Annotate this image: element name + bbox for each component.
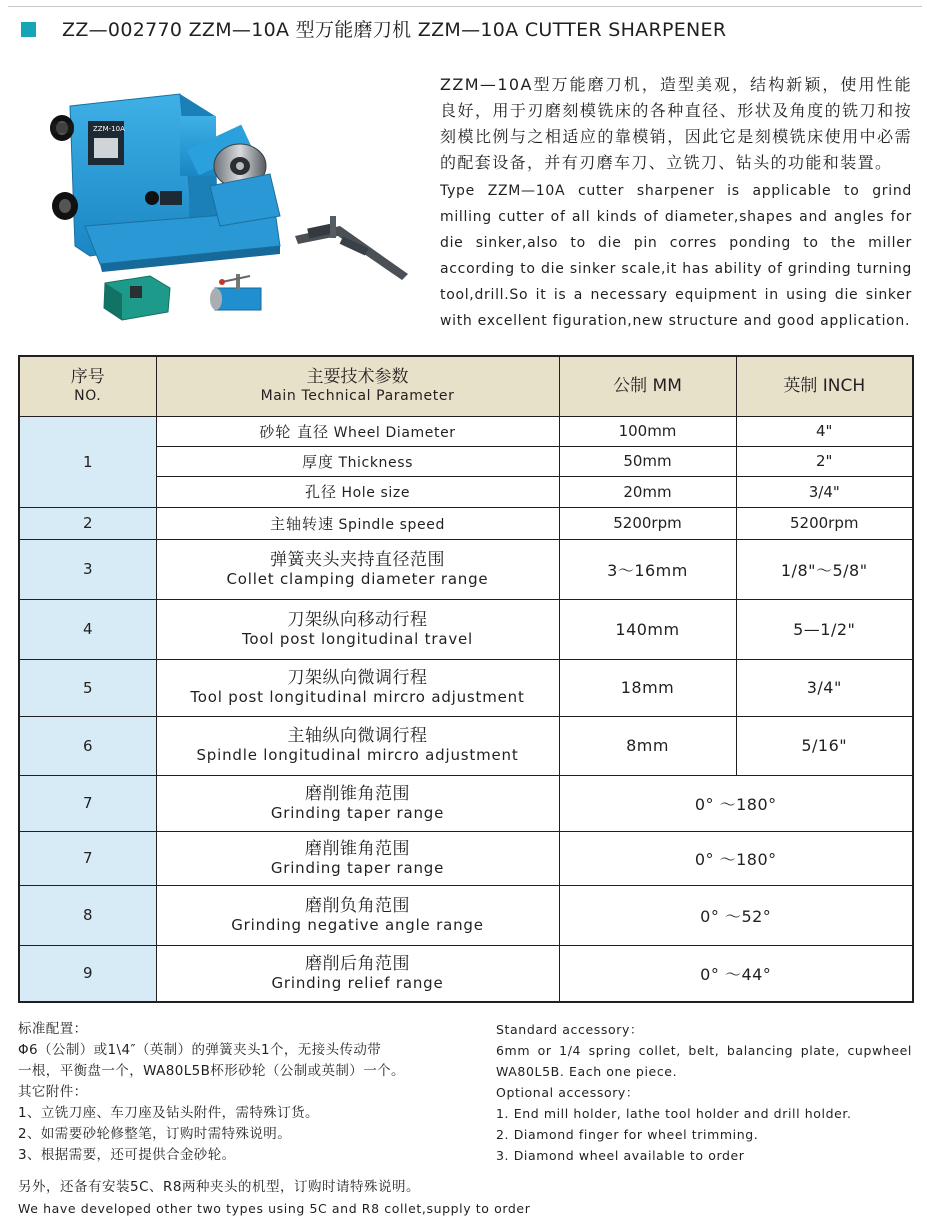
row-no: 5 bbox=[19, 659, 156, 716]
row-no: 4 bbox=[19, 599, 156, 659]
param-cn: 磨削锥角范围 bbox=[305, 838, 410, 859]
standard-line1-en: 6mm or 1/4 spring collet, belt, balancing plate, cupwheel bbox=[496, 1043, 912, 1058]
param-cn: 砂轮 直径 bbox=[259, 422, 330, 441]
param-cn: 磨削后角范围 bbox=[305, 953, 410, 974]
param-en: Tool post longitudinal travel bbox=[241, 629, 474, 648]
row-no: 7 bbox=[19, 775, 156, 831]
row-no: 8 bbox=[19, 885, 156, 945]
param-cn: 刀架纵向微调行程 bbox=[287, 668, 428, 688]
header-param-cn: 主要技术参数 bbox=[306, 367, 409, 388]
param-cn: 主轴纵向微调行程 bbox=[287, 726, 428, 746]
param-cn: 主轴转速 bbox=[270, 514, 335, 533]
header-rule bbox=[8, 6, 922, 7]
table-row bbox=[19, 599, 913, 659]
row-metric: 18mm bbox=[559, 659, 736, 716]
accessories-english bbox=[496, 1019, 912, 1166]
row-metric: 50mm bbox=[559, 446, 736, 476]
standard-title-cn: 标准配置： bbox=[18, 1021, 88, 1037]
param-en: Grinding taper range bbox=[270, 803, 445, 822]
row-no: 1 bbox=[19, 416, 156, 507]
collet-attachment-icon bbox=[104, 276, 170, 320]
row-no: 7 bbox=[19, 831, 156, 885]
optional-item-cn: 2、如需要砂轮修整笔，订购时需特殊说明。 bbox=[18, 1126, 292, 1142]
param-en: Grinding taper range bbox=[270, 858, 445, 877]
row-metric: 100mm bbox=[559, 416, 736, 446]
optional-item-en: 2. Diamond finger for wheel trimming. bbox=[496, 1127, 759, 1142]
panel-label: ZZM-10A bbox=[93, 125, 125, 133]
row-range-value: 0° ～180° bbox=[559, 831, 913, 885]
optional-item-cn: 3、根据需要，还可提供合金砂轮。 bbox=[18, 1147, 236, 1163]
row-param bbox=[156, 599, 559, 659]
page-title: ZZ—002770 ZZM—10A 型万能磨刀机 ZZM—10A CUTTER SHARPENER bbox=[62, 19, 727, 41]
row-inch: 5/16" bbox=[736, 716, 913, 775]
standard-line2-cn: 一根，平衡盘一个，WA80L5B杯形砂轮（公制或英制）一个。 bbox=[18, 1063, 405, 1079]
param-en: Collet clamping diameter range bbox=[226, 569, 489, 588]
header-metric bbox=[559, 356, 736, 416]
intro-chinese: ZZM—10A型万能磨刀机，造型美观，结构新颖，使用性能良好，用于刃磨刻模铣床的各种直径、形状及角度的铣刀和按刻模比例与之相适应的靠模销，因此它是刻模铣床使用中必需的配套设备，并有刃磨车刀、立铣刀、钻头的功能和装置。 bbox=[440, 75, 912, 172]
header-metric-label: 公制 MM bbox=[613, 376, 682, 397]
row-inch: 3/4" bbox=[736, 476, 913, 507]
header-param-en: Main Technical Parameter bbox=[260, 388, 455, 405]
row-param bbox=[156, 775, 559, 831]
param-en: Wheel Diameter bbox=[333, 424, 456, 441]
row-no: 3 bbox=[19, 539, 156, 599]
standard-line2-en: WA80L5B. Each one piece. bbox=[496, 1064, 678, 1079]
header-param bbox=[156, 356, 559, 416]
row-param bbox=[156, 416, 559, 446]
row-metric: 140mm bbox=[559, 599, 736, 659]
table-row bbox=[19, 659, 913, 716]
row-param bbox=[156, 945, 559, 1002]
footer-cn: 另外，还备有安装5C、R8两种夹头的机型，订购时请特殊说明。 bbox=[18, 1179, 420, 1195]
row-inch: 5—1/2" bbox=[736, 599, 913, 659]
param-cn: 弹簧夹头夹持直径范围 bbox=[270, 549, 445, 570]
row-range-value: 0° ～52° bbox=[559, 885, 913, 945]
table-header-row bbox=[19, 356, 913, 416]
row-param bbox=[156, 446, 559, 476]
param-en: Thickness bbox=[338, 454, 414, 471]
header-inch bbox=[736, 356, 913, 416]
table-row bbox=[19, 716, 913, 775]
intro-english: Type ZZM—10A cutter sharpener is applicable to grind milling cutter of all kinds of diameter,shapes and angles for die sinker,also to die pin corres ponding to the miller according to die sinker scale,it has ability of grinding turning tool,drill.So it is a necessary equipment in using die sinker with excellent figuration,new structure and good application. bbox=[440, 183, 912, 329]
header-inch-label: 英制 INCH bbox=[783, 376, 866, 397]
header-no bbox=[19, 356, 156, 416]
header-no-cn: 序号 bbox=[70, 367, 105, 388]
row-param bbox=[156, 507, 559, 539]
table-row bbox=[19, 539, 913, 599]
table-row bbox=[19, 507, 913, 539]
row-param bbox=[156, 831, 559, 885]
param-en: Tool post longitudinal mircro adjustment bbox=[190, 688, 525, 706]
row-param bbox=[156, 659, 559, 716]
param-en: Grinding negative angle range bbox=[231, 915, 484, 934]
table-row bbox=[19, 885, 913, 945]
param-cn: 磨削负角范围 bbox=[305, 895, 410, 916]
footer-en: We have developed other two types using 5C and R8 collet,supply to order bbox=[18, 1201, 531, 1216]
row-no: 9 bbox=[19, 945, 156, 1002]
table-row bbox=[19, 416, 913, 446]
standard-title-en: Standard accessory： bbox=[496, 1022, 644, 1037]
row-range-value: 0° ～180° bbox=[559, 775, 913, 831]
header-no-en: NO. bbox=[74, 388, 102, 405]
accessories-chinese bbox=[18, 1019, 478, 1166]
row-inch: 3/4" bbox=[736, 659, 913, 716]
intro-description bbox=[440, 72, 912, 334]
standard-line1-cn: Φ6（公制）或1\4″（英制）的弹簧夹头1个，无接头传动带 bbox=[18, 1042, 382, 1058]
param-cn: 厚度 bbox=[301, 452, 334, 471]
machine-illustration bbox=[40, 76, 420, 336]
row-param bbox=[156, 476, 559, 507]
row-no: 6 bbox=[19, 716, 156, 775]
param-en: Spindle speed bbox=[338, 516, 445, 533]
row-range-value: 0° ～44° bbox=[559, 945, 913, 1002]
table-row bbox=[19, 775, 913, 831]
optional-item-en: 3. Diamond wheel available to order bbox=[496, 1148, 745, 1163]
param-cn: 刀架纵向移动行程 bbox=[287, 609, 428, 630]
footer-note bbox=[18, 1176, 912, 1220]
drill-attachment-icon bbox=[210, 274, 261, 310]
row-metric: 20mm bbox=[559, 476, 736, 507]
table-row bbox=[19, 831, 913, 885]
row-inch: 1/8"～5/8" bbox=[736, 539, 913, 599]
optional-title-cn: 其它附件： bbox=[18, 1084, 88, 1100]
param-en: Spindle longitudinal mircro adjustment bbox=[196, 746, 519, 764]
row-inch: 2" bbox=[736, 446, 913, 476]
row-metric: 5200rpm bbox=[559, 507, 736, 539]
row-no: 2 bbox=[19, 507, 156, 539]
row-param bbox=[156, 885, 559, 945]
row-inch: 5200rpm bbox=[736, 507, 913, 539]
table-row bbox=[19, 945, 913, 1002]
row-inch: 4" bbox=[736, 416, 913, 446]
row-param bbox=[156, 716, 559, 775]
row-metric: 3～16mm bbox=[559, 539, 736, 599]
row-metric: 8mm bbox=[559, 716, 736, 775]
param-en: Hole size bbox=[341, 485, 411, 501]
spec-table bbox=[18, 355, 914, 1003]
param-cn: 磨削锥角范围 bbox=[305, 783, 410, 804]
row-param bbox=[156, 539, 559, 599]
optional-item-en: 1. End mill holder, lathe tool holder and drill holder. bbox=[496, 1106, 852, 1121]
param-en: Grinding relief range bbox=[271, 973, 444, 992]
optional-title-en: Optional accessory： bbox=[496, 1085, 640, 1100]
optional-item-cn: 1、立铣刀座、车刀座及钻头附件，需特殊订货。 bbox=[18, 1105, 319, 1121]
title-accent-square bbox=[21, 22, 36, 37]
param-cn: 孔径 bbox=[304, 483, 337, 501]
tool-post-attachment-icon bbox=[295, 216, 408, 280]
